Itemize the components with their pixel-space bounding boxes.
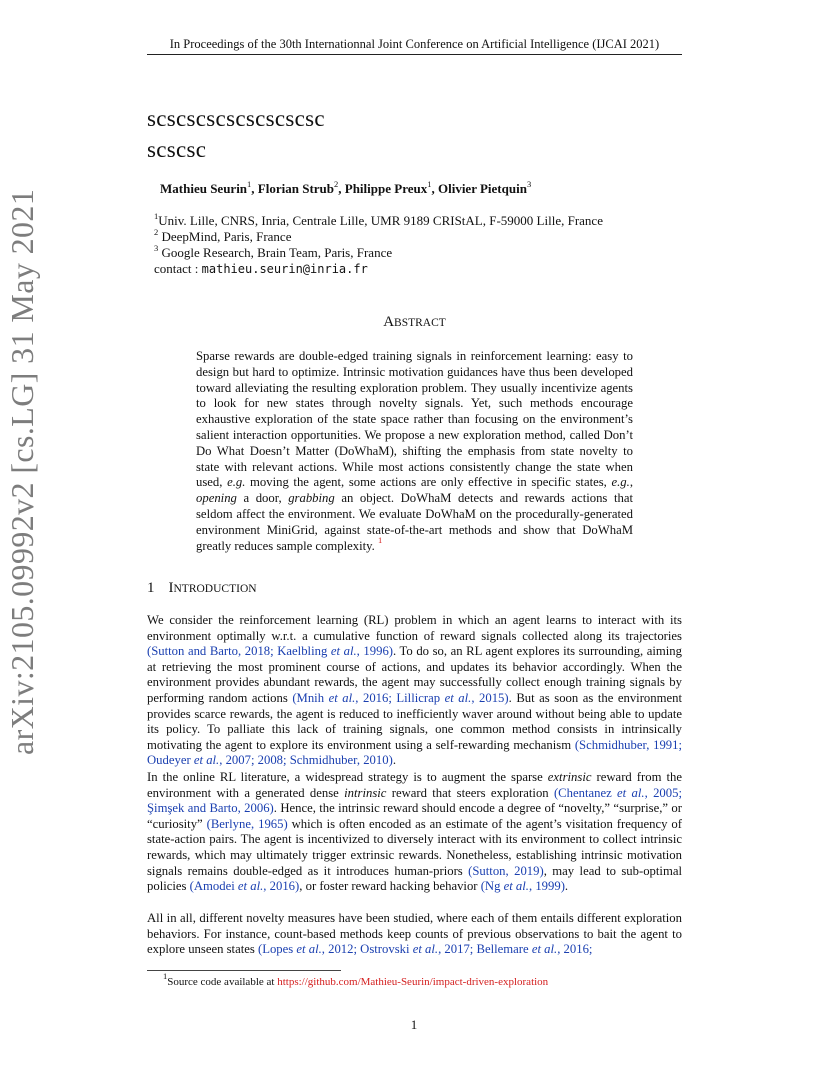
citation-link[interactable]: et al. bbox=[617, 785, 645, 800]
text-run: In the online RL literature, a widespread strategy is to augment the sparse bbox=[147, 770, 548, 784]
affiliation-1-sup: 1 bbox=[154, 210, 159, 221]
text-run: sc bbox=[265, 106, 286, 131]
citation-link[interactable]: , 1999) bbox=[528, 879, 565, 894]
affiliation-3 bbox=[154, 242, 393, 261]
affiliation-3-text: Google Research, Brain Team, Paris, France bbox=[158, 245, 393, 260]
footnote-link[interactable]: https://github.com/Mathieu-Seurin/impact-driven-exploration bbox=[277, 976, 549, 988]
citation-link[interactable]: , 1996) bbox=[356, 644, 394, 659]
section-number: 1 bbox=[147, 580, 155, 596]
footnote-text: Source code available at bbox=[167, 976, 278, 988]
text-run: , bbox=[629, 475, 633, 490]
text-run: . bbox=[564, 879, 569, 894]
author-name: Mathieu Seurin bbox=[160, 181, 248, 196]
citation-link[interactable]: et al. bbox=[444, 690, 472, 705]
author-name: Philippe Preux bbox=[344, 181, 428, 196]
citation-link[interactable]: (Ng bbox=[480, 879, 504, 894]
citation-link[interactable]: (Amodei bbox=[189, 879, 238, 894]
affiliation-3-sup: 3 bbox=[154, 242, 159, 253]
text-run: moving the agent, some actions are only effective in specific states, bbox=[245, 475, 612, 490]
section-heading-introduction bbox=[147, 580, 257, 597]
affiliation-2-sup: 2 bbox=[154, 226, 159, 237]
citation-link[interactable]: , 2005; Şimşek and Barto, 2006) bbox=[147, 785, 682, 816]
text-run: sc bbox=[245, 106, 266, 131]
citation-link[interactable]: et al. bbox=[330, 644, 357, 659]
section-title-initial: I bbox=[168, 580, 174, 596]
citation-link[interactable]: , 2012; Ostrovski bbox=[321, 942, 413, 957]
author-name: Florian Strub bbox=[257, 181, 335, 196]
citation-link[interactable]: et al. bbox=[237, 879, 264, 894]
text-run: sc bbox=[305, 106, 325, 131]
citation-link[interactable]: (Schmidhuber, 1991; Oudeyer bbox=[147, 737, 682, 768]
affiliation-1 bbox=[154, 210, 603, 229]
abstract-heading-initial: A bbox=[383, 314, 395, 330]
citation-link[interactable]: (Chentanez bbox=[553, 785, 618, 800]
citation-link[interactable]: (Lopes bbox=[257, 942, 297, 957]
text-run: . To do so, an RL agent explores its surrounding, aiming at retrieving the most prominent course of actions, and updates its behavior accordingly. When the environment provides abundant rewards, the agent may successfully collect enough training signals by performing random actions bbox=[147, 644, 682, 705]
citation-link[interactable]: (Sutton and Barto, 2018; Kaelbling bbox=[147, 644, 331, 659]
header-rule bbox=[147, 54, 682, 55]
title-line-1 bbox=[147, 103, 707, 134]
text-run: sc bbox=[206, 106, 227, 131]
author-affiliation-mark: 2 bbox=[334, 178, 339, 189]
paragraph-3 bbox=[147, 911, 682, 958]
author-list: Mathieu Seurin$^1$, Florian Strub$^2$, Philippe Preux$^1$, Olivier Pietquin$^3$ bbox=[160, 178, 532, 196]
text-run: , or foster reward hacking behavior bbox=[299, 879, 481, 894]
text-run: sc bbox=[166, 137, 187, 162]
citation-link[interactable]: et al. bbox=[531, 942, 558, 957]
page-number: 1 bbox=[410, 1017, 418, 1032]
text-run: sc bbox=[285, 106, 306, 131]
text-run: , may lead to sub-optimal policies bbox=[147, 863, 682, 894]
abstract-body bbox=[196, 349, 633, 554]
italic-text: e.g. bbox=[227, 475, 246, 490]
citation-link[interactable]: et al. bbox=[503, 879, 529, 894]
citation-link[interactable]: (Sutton, 2019) bbox=[468, 863, 544, 878]
abstract-heading bbox=[147, 314, 682, 331]
paragraph-1 bbox=[147, 613, 682, 769]
citation-link[interactable]: et al. bbox=[328, 690, 356, 705]
text-run: sc bbox=[147, 106, 167, 131]
citation-link[interactable]: , 2016; Lillicrap bbox=[355, 690, 445, 705]
citation-link[interactable]: , 2016; bbox=[557, 942, 593, 957]
footnote-rule bbox=[147, 970, 341, 971]
italic-text: extrinsic bbox=[547, 770, 592, 784]
citation-link[interactable]: et al. bbox=[193, 753, 220, 768]
citation-link[interactable]: et al. bbox=[412, 942, 439, 957]
italic-text: opening bbox=[196, 491, 237, 506]
abstract-heading-rest: BSTRACT bbox=[394, 317, 446, 329]
citation-link[interactable]: , 2016) bbox=[263, 879, 300, 894]
contact-email[interactable]: mathieu.seurin@inria.fr bbox=[201, 262, 368, 276]
italic-text: e.g. bbox=[611, 475, 630, 490]
affiliation-2-text: DeepMind, Paris, France bbox=[158, 229, 292, 244]
text-run: reward from the environment with a generated dense bbox=[147, 770, 682, 800]
text-run: Sparse rewards are double-edged training signals in reinforcement learning: easy to design but hard to optimize. Intrinsic motivation guidances have thus been developed toward alleviating the resulting exploration problem. They usually incentivize agents to look for new states through novelty signals. Yet, such methods encourage exhaustive exploration of the state space rather than focusing on the environment’s salient interaction opportunities. We propose a new exploration method, called Don’t Do What Doesn’t Matter (DoWhaM), shifting the emphasis from state novelty to state with relevant actions. While most actions consistently change the state when used, bbox=[196, 349, 633, 490]
italic-text: grabbing bbox=[288, 491, 335, 506]
text-run: All in all, different novelty measures have been studied, where each of them entails different exploration behaviors. For instance, count-based methods keep counts of previous observations to bait the agent to explore unseen states bbox=[147, 911, 682, 957]
text-run: which is often encoded as an estimate of the agent’s visitation frequency of state-action pairs. The agent is incentivized to diversely interact with its environment to collect intrinsic rewards, which may ultimately trigger extrinsic rewards. Nonetheless, establishing intrinsic motivation signals remains double-edged as it introduces human-priors bbox=[147, 816, 682, 878]
citation-link[interactable]: , 2007; 2008; Schmidhuber, 2010) bbox=[219, 753, 393, 768]
footnote-ref-link[interactable]: 1 bbox=[378, 535, 383, 546]
author-affiliation-mark: 3 bbox=[526, 178, 532, 189]
citation-link[interactable]: , 2017; Bellemare bbox=[438, 942, 532, 957]
text-run: . bbox=[392, 753, 396, 768]
text-run: sc bbox=[186, 106, 207, 131]
citation-link[interactable]: et al. bbox=[296, 942, 322, 957]
citation-link[interactable]: (Berlyne, 1965) bbox=[206, 816, 288, 831]
footnote bbox=[163, 971, 549, 988]
text-run: an object. DoWhaM detects and rewards actions that seldom affect the environment. We evaluate DoWhaM on the procedurally-generated environment MiniGrid, against state-of-the-art methods and show that DoWhaM greatly reduces sample complexity. bbox=[196, 491, 633, 553]
italic-text: intrinsic bbox=[344, 785, 387, 800]
text-run: . But as soon as the environment provides scarce rewards, the agent is reduced to inefficiently waver around without being able to update its policy. To palliate this lack of training signals, one common method consists in intrinsically motivating the agent to explore its environment using a self-rewarding mechanism bbox=[147, 690, 682, 752]
section-title-rest: NTRODUCTION bbox=[173, 583, 257, 595]
author-affiliation-mark: 1 bbox=[427, 178, 432, 189]
paragraph-2 bbox=[147, 770, 682, 895]
text-run: We consider the reinforcement learning (RL) problem in which an agent learns to interact with its environment optimally w.r.t. a cumulative function of reward signals collected along its trajectories bbox=[147, 613, 682, 643]
text-run: reward that steers exploration bbox=[386, 785, 554, 800]
text-run: sc bbox=[166, 106, 187, 131]
citation-link[interactable]: (Mnih bbox=[292, 690, 329, 705]
text-run: sc bbox=[226, 106, 246, 131]
paper-title bbox=[147, 103, 707, 165]
text-run: . Hence, the intrinsic reward should encode a degree of “novelty,” “surprise,” or “curiosity” bbox=[147, 801, 682, 831]
author-affiliation-mark: 1 bbox=[247, 178, 252, 189]
citation-link[interactable]: , 2015) bbox=[471, 690, 509, 705]
title-line-2 bbox=[147, 134, 707, 165]
contact-label: contact : bbox=[154, 261, 202, 276]
conference-header: In Proceedings of the 30th Internationnal Joint Conference on Artificial Intelligence (IJCAI 2021) bbox=[169, 37, 660, 51]
affiliation-1-text: Univ. Lille, CNRS, Inria, Centrale Lille, UMR 9189 CRIStAL, F-59000 Lille, France bbox=[158, 213, 603, 228]
arxiv-stamp: arXiv:2105.09992v2 [cs.LG] 31 May 2021 bbox=[4, 188, 40, 755]
text-run: sc bbox=[147, 137, 167, 162]
author-name: Olivier Pietquin bbox=[437, 181, 527, 196]
text-run: a door, bbox=[236, 491, 289, 506]
footnote-mark: 1 bbox=[163, 971, 168, 982]
affiliation-2 bbox=[154, 226, 292, 245]
text-run: sc bbox=[186, 137, 207, 162]
contact-line bbox=[154, 261, 368, 277]
